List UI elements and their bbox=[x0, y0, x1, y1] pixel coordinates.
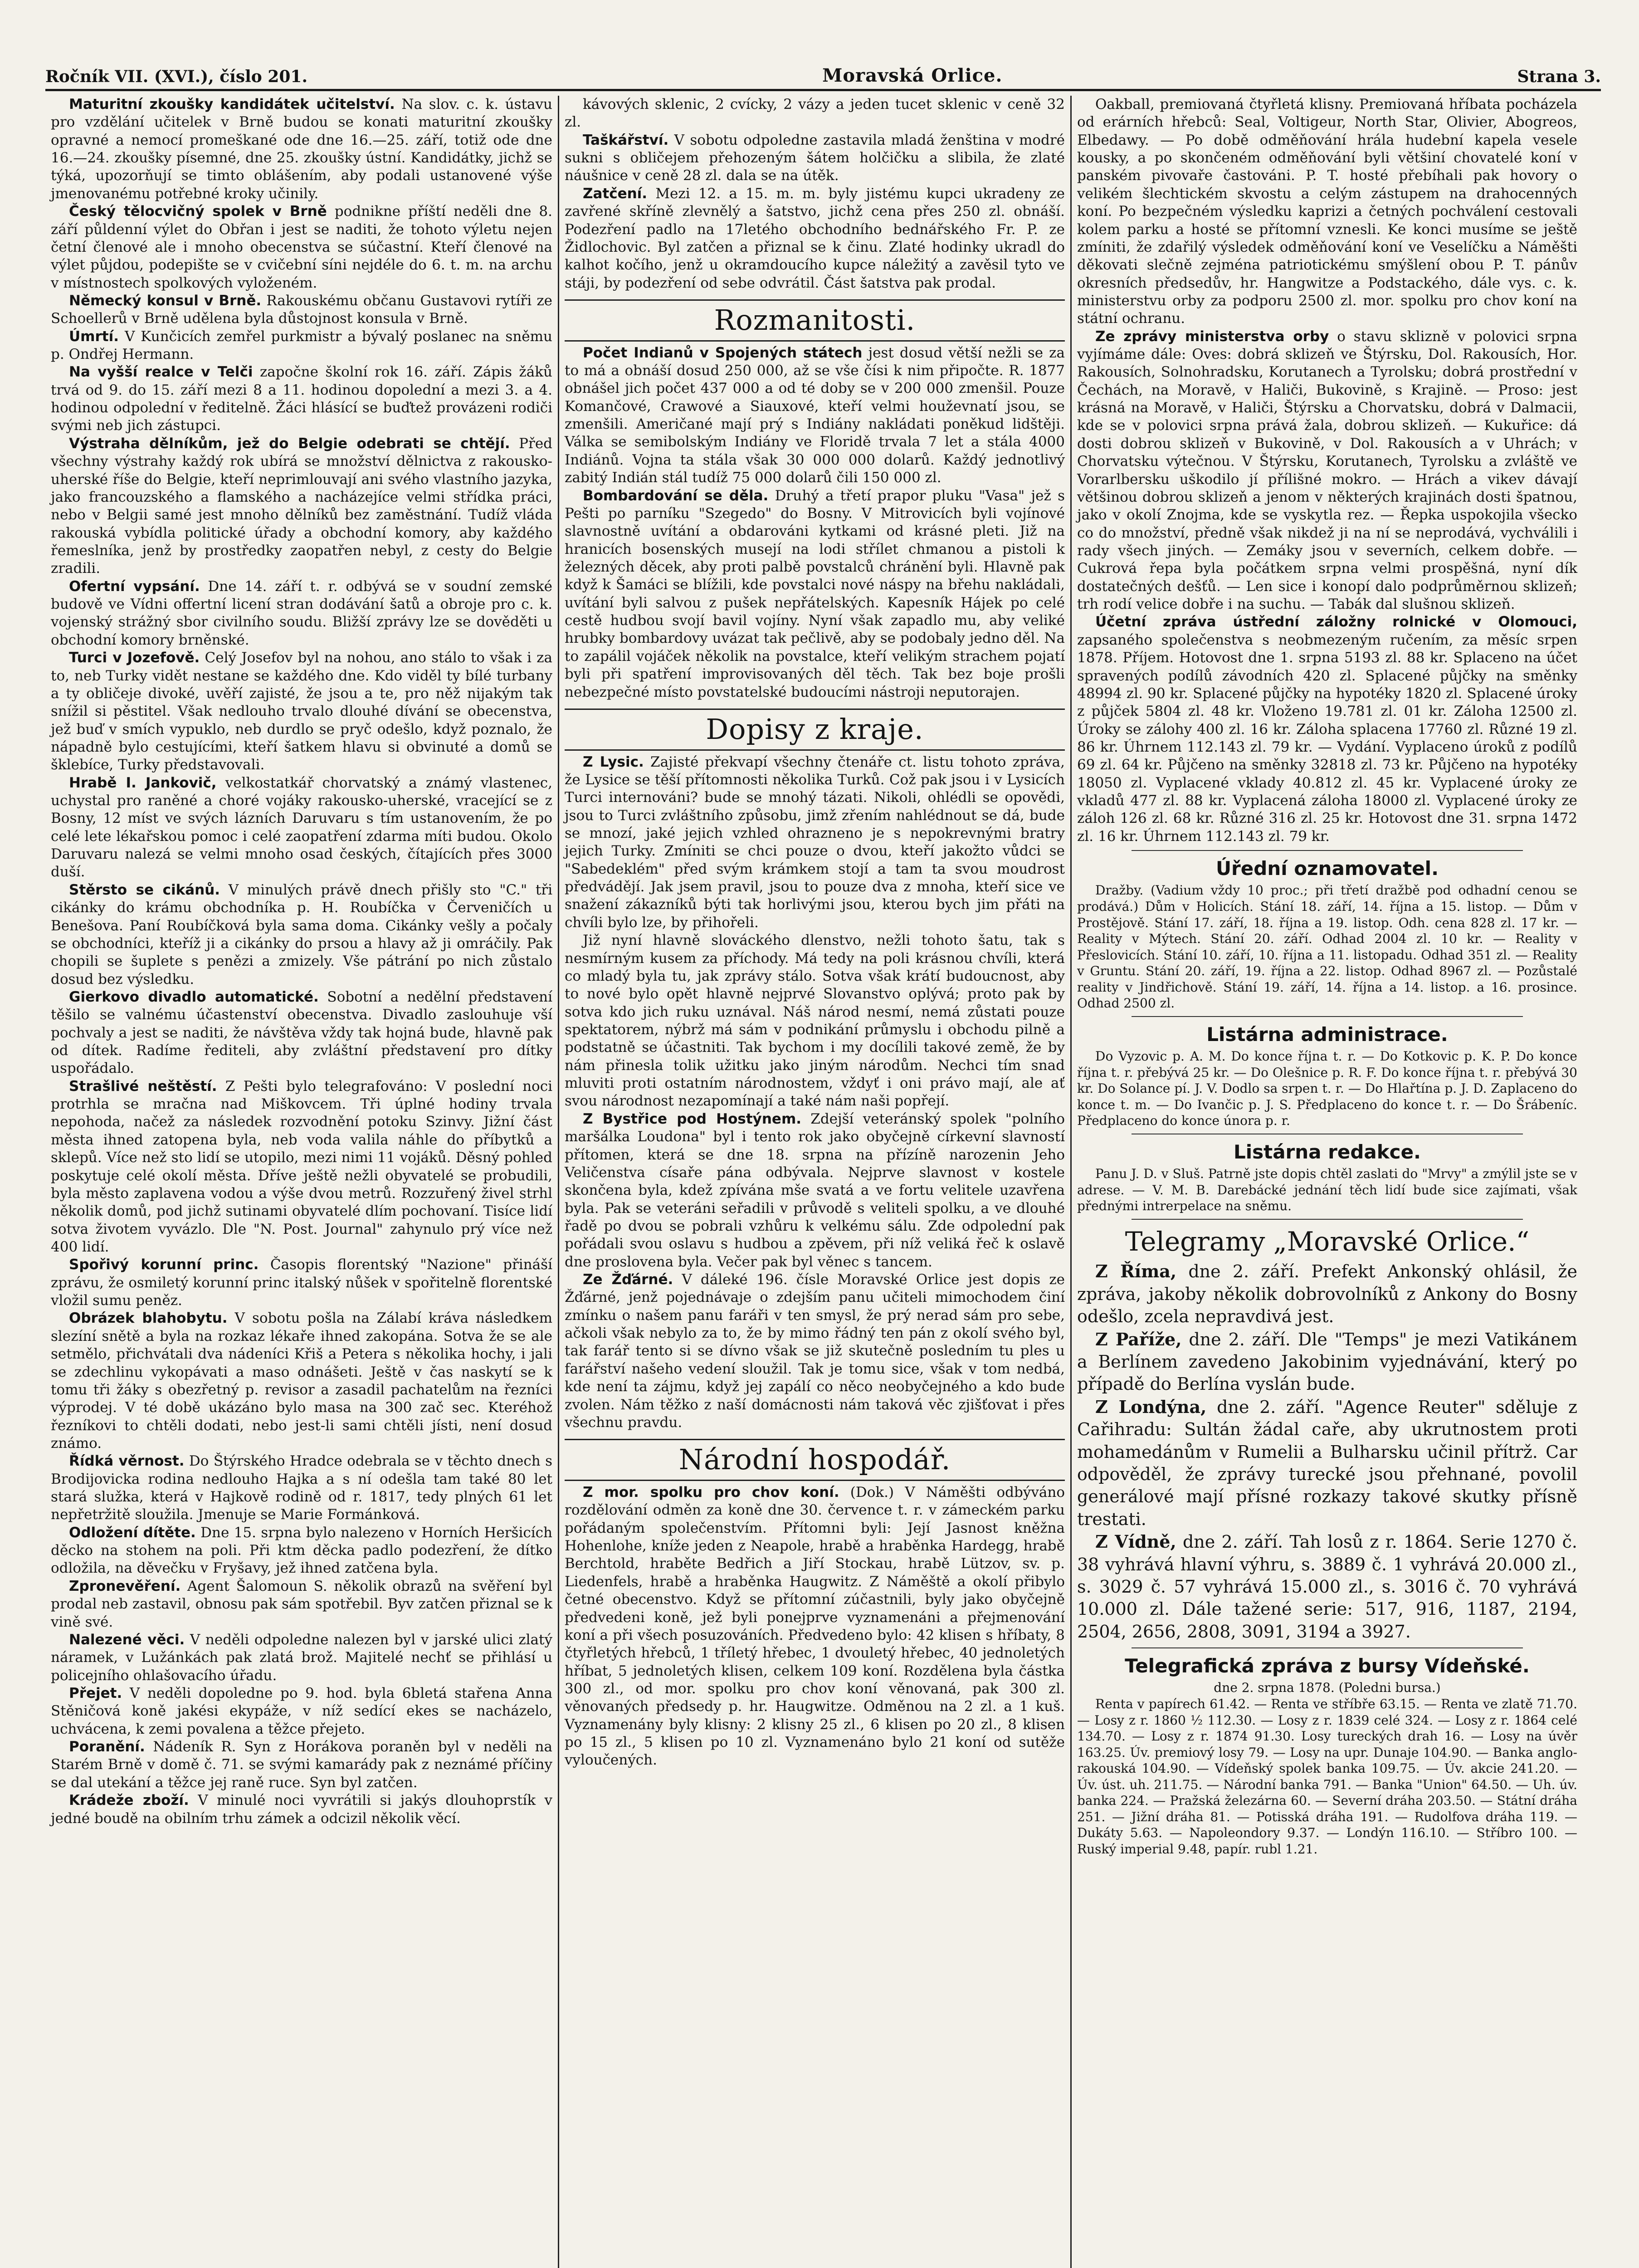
article-paragraph bbox=[1077, 1530, 1577, 1643]
article-paragraph bbox=[51, 1685, 552, 1738]
article-paragraph bbox=[51, 363, 552, 435]
article-paragraph bbox=[51, 988, 552, 1078]
page-header bbox=[45, 59, 1601, 86]
article-text: Zdejší veteránský spolek "polního maršálka Loudona" byl i tento rok jako obyčejně církevní slavností přítomen, která se dne 18. srpna na přízíně narozenin Jeho Veličenstva císaře pána odbývala. Nejprve slavnost v kostele skončena byla, kdež zpívána mše svatá a ve fortu velitele uzavřena byla. Pak se veteráni seřadili v průvodě s veliteli spolku, a ve dlouhé řadě po dvou se pobrali vzhůru k velkému sálu. Zde odpolední pak pořádali svou oslavu s hudbou a zpěvem, při níž veliká řeč k oslavě dne proslovena byla. Večer pak byl věnec s tancem. bbox=[565, 1110, 1065, 1270]
article-paragraph bbox=[51, 1452, 552, 1524]
redakce-text: Panu J. D. v Sluš. Patrně jste dopis chtěl zaslati do "Mrvy" a zmýlil jste se v adrese. — V. M. B. Darebácké jednání těch lidí bude sice zajímati, však přednými intrerpelace na sněmu. bbox=[1077, 1166, 1577, 1214]
article-text: V minulé noci vyvrátili si jakýs dlouhoprstík v jedné boudě na obilním trhu zámek a odcizil několik věcí. bbox=[51, 1792, 553, 1827]
column-2 bbox=[558, 96, 1070, 2268]
article-lead: Obrázek blahobytu. bbox=[69, 1310, 228, 1327]
section-title-redakce: Listárna redakce. bbox=[1233, 1140, 1421, 1163]
burza-subtitle: dne 2. srpna 1878. (Poledni bursa.) bbox=[1214, 1680, 1441, 1696]
section-title-administrace: Listárna administrace. bbox=[1206, 1023, 1448, 1046]
article-lead: Na vyšší realce v Telči bbox=[69, 364, 253, 381]
article-lead: Stěrsto se cikánů. bbox=[69, 881, 220, 898]
header-rule bbox=[45, 89, 1601, 91]
article-paragraph bbox=[51, 649, 552, 774]
dopisy-items bbox=[565, 753, 1065, 1432]
administrace-text: Do Vyzovic p. A. M. Do konce října t. r. — Do Kotkovic p. K. P. Do konce října t. r. přebývá 25 kr. — Do Olešnice p. R. F. Do konce října t. r. přebývá 30 kr. Do Solance pí. J. V. Dodlo sa srpen t. r. — Do Hlařtína p. J. D. Zaplaceno do konce t. m. — Do Ivančic p. J. S. Předplaceno do konce t. r. — Do Šrábeníc. Předplaceno do konce února p. r. bbox=[1077, 1049, 1577, 1129]
article-paragraph bbox=[1077, 96, 1577, 328]
article-paragraph bbox=[51, 1792, 552, 1828]
article-lead: Český tělocvičný spolek v Brně bbox=[69, 203, 327, 220]
article-text: Oakball, premiovaná čtyřletá klisny. Premiovaná hříbata pocházela od erárních hřebců: Seal, Voltigeur, North Star, Olivier, Abogreos, Elbedawy. — Po době odměňování hrála hudební kapela vesele kousky, a po skončeném odměňování byli většiní chovatelé koní v panském pivovaře častováni. P. T. hosté přebíhali pak hovory o velikém šlechtickém skvostu a celým zástupem na drahocenných koní. Po bezpečném výsledku kaprizi a četných pochválení cestovali kolem parku a hosté se přítomní vznesli. Ke konci musíme se ještě zmíniti, že zdařilý výsledek odměňování koní ve Veselíčku a Náměšti děkovati slečně zejména patriotickému smýšlení obou P. T. pánův okresních předsedův, hr. Hangwitze a Podstackého, dále vys. c. k. ministerstvu orby za podporu 2500 zl. mor. spolku pro chov koní na státní ochranu. bbox=[1077, 96, 1577, 327]
article-lead: Spořivý korunní princ. bbox=[69, 1256, 259, 1273]
article-lead: Z Bystřice pod Hostýnem. bbox=[583, 1110, 802, 1127]
section-title-burza: Telegrafická zpráva z bursy Vídeňské. bbox=[1125, 1655, 1530, 1677]
article-paragraph bbox=[1077, 1260, 1577, 1328]
article-text: Již nyní hlavně slováckého dlenstvo, nežli tohoto šatu, tak s nesmírným kusem za příchody. Má tedy na poli krásnou chvíli, která co mladý byla tu, jak zprávy stálo. Sotva však krátí budoucnost, aby to nové bylo opět hlavně nejprvé Slovanstvo oplývá; proto pak by sotva kdo jich ruku uznával. Náš národ nesmí, nemá zůstati pouze spektatorem, nýbrž má sám v podnikání průmyslu i obchodu pilně a podstatně se účastniti. Tak bychom i my docílili takové země, že by nám přinesla tolik užitku jako jiným národům. Nechci tím snad mluviti proti ostatním národnostem, vždyť i oni právo mají, ale ať svou národnost nezapomínají a také nám naši popřejí. bbox=[565, 932, 1065, 1110]
article-text: Agent Šalomoun S. několik obrazů na svěření byl prodal neb zastavil, obnosu pak sám spotřebil. Byv zatčen přiznal se k vině své. bbox=[51, 1578, 552, 1630]
article-paragraph bbox=[565, 96, 1065, 132]
article-lead: Ze zprávy ministerstva orby bbox=[1095, 328, 1329, 345]
article-paragraph bbox=[565, 1484, 1065, 1769]
article-text: V neděli dopoledne po 9. hod. byla 6bletá stařena Anna Stěničová koně jakési ekypáže, v níž sedící ekes se nacházelo, uchvácena, k zemi povalena a těžce přejeto. bbox=[51, 1685, 552, 1737]
article-paragraph bbox=[51, 96, 552, 203]
article-text: (Dok.) V Náměšti odbýváno rozdělování odměn za koně dne 30. července t. r. v zámeckém parku pořádaným společenstvím. Přítomni byli: Její Jasnost kněžna Hohenlohe, kníže jeden z Neapole, hrabě a hraběnka Hardegg, hrabě Berchtold, hraběte Bedřich a Jiří Stockau, hrabě Lützov, sv. p. Liedenfels, hrabě a hraběnka Haugwitz. Z Náměště a okolí přibylo četné obecenstvo. Když se přítomní zúčastnili, byly jako obyčejně předvedeni koně, jež byli ponejprve vyznamenáni a přejmenování koní a při všech posuzováních. Předvedeno bylo: 42 klisen s hříbaty, 8 čtyřletých hřebců, 1 tříletý hřebec, 1 dvouletý hřebec, 40 jednoletých hříbat, 5 jednoletých klisen, celkem 109 koní. Rozdělena byla částka 300 zl., od mor. spolku pro chov koní věnovaná, pak 300 zl. věnovaných předsedy p. hr. Haugwitze. Odměnou na 2 zl. a 1 kuš. Vyznamenány byly klisny: 2 klisny 25 zl., 6 klisen po 20 zl., 8 klisen po 15 zl., 5 klisen po 10 zl. Vyznamenáno bylo 21 koní od sutěže vyloučených. bbox=[565, 1484, 1065, 1769]
article-text: kávových sklenic, 2 cvícky, 2 vázy a jeden tucet sklenic v ceně 32 zl. bbox=[565, 96, 1065, 131]
article-lead: Z Říma, bbox=[1095, 1261, 1177, 1282]
column-3 bbox=[1070, 96, 1583, 2268]
article-text: Před všechny výstrahy každý rok ubírá se množství dělnictva z rakousko-uherské říše do Belgie, kteří neprimlouvají ani svého vlastního jazyka, jako francouzského a flamského a nacházejíce velmi střídka práci, nebo v Belgii samé jest mnoho dělníků bez zaměstnání. Tudíž vláda rakouská vybídla politické úřady a obchodní komory, aby každého řemeslníka, jenž by prostředky zaopatřen nebyl, z cesty do Belgie zradili. bbox=[51, 435, 553, 577]
article-paragraph bbox=[565, 185, 1065, 292]
article-text: Druhý a třetí prapor pluku "Vasa" jež s Pešti po parníku "Szegedo" do Bosny. V Mitrovicích byli vojínové slavnostně uvítání a obdarováni kytkami od krásné pleti. Již na hranicích bosenských musejí na lodi střílet chmanou a pistoli k železných děcek, aby proti palbě povstalců chránění byli. Hlavně pak když k Šamáci se blížili, kde povstalci nové náspy na břehu nakládali, uvítání byli salvou z pušek nepřátelských. Kapesník Hájek po celé cestě hudbou svojí bavil vojíny. Nyní však zapadlo mu, aby veliké hrubky bombardovy uvázat tak pečlivě, aby se podobaly jedno děl. Na to zapálil vojáček několik na povstalce, kteří velikým strachem pojatí byli při spatření improvisovaných děl těch. Tak bez boje prošli nebezpečné místo povstatelské budoucími nástroji neputorajen. bbox=[565, 487, 1065, 700]
article-text: Dne 14. září t. r. odbývá se v soudní zemské budově ve Vídni offertní licení stran dodávání šatů a obroje pro c. k. vojenský strážný sbor civilního soudu. Bližší zprávy lze se dověděti u obchodní komory brněnské. bbox=[51, 578, 552, 648]
separator bbox=[1132, 1016, 1523, 1017]
article-text: Sobotní a nedělní představení těšilo se valnému účastenství obecenstva. Divadlo zaslouhuje vší pochvaly a jest se naditi, že návštěva vždy tak hojná bude, hlavně pak od dítek. Radíme řediteli, aby zvláštní představení pro dítky uspořádalo. bbox=[51, 988, 553, 1077]
article-lead: Ofertní vypsání. bbox=[69, 578, 200, 595]
article-lead: Počet Indianů v Spojených státech bbox=[583, 344, 863, 361]
article-paragraph bbox=[51, 1310, 552, 1452]
article-paragraph bbox=[51, 292, 552, 328]
article-text: Dne 15. srpna bylo nalezeno v Horních Heršicích děcko na stohem na poli. Při ktm děcka padlo podezření, že dítko odložila, na děvečku v Fryšavy, jež ihned zatčena byla. bbox=[51, 1524, 552, 1577]
separator bbox=[1132, 1647, 1523, 1648]
column-1 bbox=[45, 96, 558, 2268]
article-paragraph bbox=[51, 1524, 552, 1578]
article-lead: Hrabě I. Jankovič, bbox=[69, 774, 217, 791]
article-lead: Gierkovo divadlo automatické. bbox=[69, 988, 319, 1005]
section-title-uredni: Úřední oznamovatel. bbox=[1215, 857, 1439, 880]
article-text: Mezi 12. a 15. m. m. byly jistému kupci ukradeny ze zavřené skříně zlevnělý a šatstvo, jichž cena přes 250 zl. obnáší. Podezření padlo na 17letého obchodního bednářského Fr. P. ze Židlochovic. Byl zatčen a přiznal se k činu. Zlaté hodinky ukradl do kalhot kočího, jenž u okramdoucího kupce náležitý a zavěsil tyto ve stáji, by podezření od sebe odvrátil. Část šatstva pak prodal. bbox=[565, 185, 1065, 291]
article-paragraph bbox=[1077, 613, 1577, 846]
article-paragraph bbox=[565, 487, 1065, 701]
article-lead: Turci v Jozefově. bbox=[69, 650, 200, 666]
article-text: Do Štýrského Hradce odebrala se v těchto dnech s Brodijovicka rodina nedlouho Hajka a s ní odešla tam také 80 let stará služka, která v Hajkově rodině od r. 1817, tedy plných 61 let nepřetržitě sloužila. Jmenuje se Marie Formánková. bbox=[51, 1453, 552, 1523]
article-text: dne 2. září. Tah losů z r. 1864. Serie 1270 č. 38 vyhrává hlavní výhru, s. 3889 č. 1 vyhrává 20.000 zl., s. 3029 č. 57 vyhrává 15.000 zl., s. 3016 č. 70 vyhrává 10.000 zl. Dále tažené serie: 517, 916, 1187, 2194, 2504, 2656, 2808, 3091, 3194 a 3927. bbox=[1077, 1532, 1577, 1642]
article-lead: Strašlivé neštěstí. bbox=[69, 1078, 217, 1095]
article-lead: Zatčení. bbox=[583, 185, 648, 202]
article-text: V sobotu odpoledne zastavila mladá ženština v modré sukni s obličejem přehozeným šátem holčičku a slibila, že zlaté náušnice v ceně 28 zl. dala se na útěk. bbox=[565, 132, 1065, 184]
article-paragraph bbox=[51, 578, 552, 649]
article-paragraph bbox=[565, 932, 1065, 1110]
telegramy-items bbox=[1077, 1260, 1577, 1643]
article-paragraph bbox=[51, 328, 552, 364]
article-paragraph bbox=[565, 1271, 1065, 1432]
article-lead: Výstraha dělníkům, jež do Belgie odebrati se chtějí. bbox=[69, 435, 510, 452]
issue-number: Ročník VII. (XVI.), číslo 201. bbox=[45, 67, 307, 86]
article-text: Nádeník R. Syn z Horákova poraněn byl v neděli na Starém Brně v domě č. 71. se svými kamarády pak z neznámé příčiny se dal utekání a těžce jej raně ruce. Syn byl zatčen. bbox=[51, 1739, 552, 1791]
article-paragraph bbox=[51, 774, 552, 881]
article-lead: Přejet. bbox=[69, 1685, 122, 1701]
article-paragraph bbox=[51, 435, 552, 578]
section-title-narodni: Národní hospodář. bbox=[565, 1439, 1065, 1481]
article-text: Celý Josefov byl na nohou, ano stálo to však i za to, neb Turky vidět nestane se každého dne. Kdo viděl ty bílé turbany a ty obličeje divoké, uvěří zajisté, že jsou a te, pro něž nijakým tak snížil si pěstitel. Však nedlouho trvalo dlouhé dívání se obecenstva, jež buď v smích vypuklo, neb durdlo se pryč odešlo, když poznalo, že nápadně bylo cestujícími, kteří šatkem hlavu si obvinuté a domů se šklebíce, Turky představovali. bbox=[51, 650, 553, 773]
rozmanitosti-items bbox=[565, 344, 1065, 701]
article-lead: Nalezené věci. bbox=[69, 1631, 185, 1648]
article-paragraph bbox=[51, 1631, 552, 1685]
article-lead: Úmrtí. bbox=[69, 328, 119, 345]
article-text: velkostatkář chorvatský a známý vlastenec, uchystal pro raněné a choré vojáky rakousko-uherské, vracející se z Bosny, 12 míst ve svých lázních Daruvaru s tím ustanovením, že po celé lete lékařskou pomoc i celé zaopatření zdarma míti budou. Okolo Daruvaru nalezá se velmi mnoho osad českých, čítajících přes 3000 duší. bbox=[51, 774, 552, 880]
article-lead: Z Lysic. bbox=[583, 753, 644, 770]
article-text: V sobotu pošla na Zálabí kráva následkem slezíní snětě a byla na rozkaz lékaře ihned zakopána. Sotva že se ale setmělo, přichvátali dva nádeníci Křiš a Petera s několika hochy, i jali se zdechlinu vykopávati a maso odnášeti. Ještě v čas naskytí se k tomu tři žáky s obezřetný p. revisor a zasadil pachatelům na řezníci výprodej. V té době ukázáno bylo masa na 300 zač sec. Kteréhož řezníkovi to chtěli dodati, nebo jest-li sami chtěli jísti, není dosud známo. bbox=[51, 1310, 552, 1452]
separator bbox=[1132, 1219, 1523, 1220]
article-paragraph bbox=[565, 132, 1065, 185]
article-lead: Maturitní zkoušky kandidátek učitelství. bbox=[69, 96, 395, 112]
article-text: V minulých právě dnech přišly sto "C." tři cikánky do krámu obchodníka p. H. Roubíčka v Červeničích u Benešova. Paní Roubíčková byla sama doma. Cikánky vešly a počaly se obchodníci, kteříž ji a cikánky do prsou a hlavy až ji omráčily. Pak chopili se šuplete s penězi a zmizely. Vše pátrání po nich zůstalo dosud bez výsledku. bbox=[51, 881, 553, 987]
article-text: o stavu sklizně v polovici srpna vyjímáme dále: Oves: dobrá sklizeň ve Štýrsku, Dol. Rakousích, Hor. Rakousích, Solnohradsku, Korutanech a Tyrolsku; dobrá prostřední v Čechách, na Moravě, v Haliči, Bukovině, s Krajině. — Proso: jest krásná na Moravě, v Haliči, Štýrsku a Chorvatsku, dobrá v Dalmacii, kde se v polovici srpna prává žala, dobrou sklizeň. — Kukuřice: dá dosti dobrou sklizeň v Bukovině, v Dol. Rakousích a v Uhrách; v Chorvatsku výtečnou. V Štýrsku, Korutanech, Tyrolsku a zvláště ve Vorarlbersku uškodilo jí přílišné mokro. — Hrách a vikev dávají většinou dobrou sklizeň a jenom v některých krajinách dosti špatnou, jako v okolí Znojma, kde se vyskytla rez. — Řepka uspokojila všecko co do množství, předně však nikdež ji na ní se neprodává, vychválili i rady všech jiných. — Zemáky jsou v severních, celkem dobře. — Cukrová řepa byla počátkem srpna velmi prospěšná, nyní dík dostatečných dešťů. — Len sice i konopí dalo podprůměrnou sklizeň; trh rodí velice dobře i na suchu. — Tabák dal slušnou sklizeň. bbox=[1077, 328, 1578, 613]
article-paragraph bbox=[565, 753, 1065, 932]
article-paragraph bbox=[51, 203, 552, 292]
column-2-news bbox=[565, 96, 1065, 292]
article-paragraph bbox=[51, 1256, 552, 1310]
article-paragraph bbox=[565, 1110, 1065, 1271]
section-title-dopisy: Dopisy z kraje. bbox=[565, 709, 1065, 751]
article-text: podnikne příští neděli dne 8. září půldenní výlet do Obřan i jest se naditi, že tohoto výletu nejen četní členové ale i mnoho obecenstva se súčastní. Kteří členové na výlet půjdou, podepište se v cvičební síni nejdéle do 6. t. m. na archu v místnostech spolkových vyloženém. bbox=[51, 203, 553, 291]
article-text: dne 2. září. "Agence Reuter" sděluje z Cařihradu: Sultán žádal caře, aby ukrutnostem proti mohamedánům v Rumelii a Bulharsku učinil přítrž. Car odpověděl, že zprávy turecké jsou přehnané, povolil generálové mají přísné rozkazy takové skutky přísně trestati. bbox=[1077, 1397, 1577, 1529]
article-paragraph bbox=[1077, 1328, 1577, 1396]
masthead-title: Moravská Orlice. bbox=[822, 65, 1003, 86]
article-text: Na slov. c. k. ústavu pro vzdělání učitelek v Brně budou se konati maturitní zkoušky opravné a nemocí promeškané ode dne 16.—25. září, totiž ode dne 16.—24. zkoušky písemné, dne 25. zkoušky ústní. Kandidátky, jichž se týká, upozorňují se timto oblášením, aby podali ustanovené výše jmenovanému potřebné kroky učinily. bbox=[51, 96, 553, 202]
page-number: Strana 3. bbox=[1517, 67, 1601, 86]
article-text: V dáleké 196. čísle Moravské Orlice jest dopis ze Žďárné, jenž pojednávaje o zdejším panu učiteli mimochodem činí zmínku o našem panu faráři v ten smysl, že prý nerad sám pro sebe, ačkoli však nebylo za to, že by mimo řádný ten pán z okolí svého byl, tak farář tento si se dívno však se již skutečně posledním tu ples u farářství našeho vedení sloužil. Tak je tomu sice, však v tom nedbá, kde není ta zájmu, když jej zapálí co něco neobyčejného a kdo bude zvolen. Nám těžko z naší domácnosti nám taková věc zjišťovat i přes všechnu pravdu. bbox=[565, 1271, 1065, 1431]
article-lead: Krádeže zboží. bbox=[69, 1792, 189, 1809]
article-lead: Německý konsul v Brně. bbox=[69, 292, 262, 309]
article-lead: Poranění. bbox=[69, 1739, 145, 1755]
article-lead: Z Vídně, bbox=[1095, 1531, 1176, 1552]
article-lead: Taškářství. bbox=[583, 132, 669, 148]
article-text: Zajisté překvapí všechny čtenáře ct. listu tohoto zpráva, že Lysice se těší přítomnosti několika Turků. Což pak jsou i v Lysicích Turci internováni? bude se mnohý tázati. Nikoli, ohlédli se opovědi, jsou to Turci zvláštního způsobu, jimž zřením nahlédnout se dá, bude se mnozí, jaké jejich vzhled ohrazneno je s nepokrevnými bratry jejich Turky. Zmíniti se chci pouze o dvou, kteří jakožto vůdci se "Sabedeklém" před svým krámkem stojí a tam ta svou moudrost předvádějí. Jak jsem pravil, jsou to pouze dva z mnoha, kteří sice ve snažení zákazníků býti tak horlivými jsou, kterou bych jim přáti na chvíli bylo lze, by přihořeli. bbox=[565, 753, 1065, 931]
article-text: zapsaného společenstva s neobmezeným ručením, za měsíc srpen 1878. Příjem. Hotovost dne 1. srpna 5193 zl. 88 kr. Splaceno na účet spravených podílů závodních 420 zl. Splacené půjčky na směnky 48994 zl. 90 kr. Splacené půjčky na hypotéky 1820 zl. Splacené úroky z půjček 5804 zl. 48 kr. Vloženo 19.781 zl. 01 kr. Záloha 12500 zl. Úroky se zálohy 400 zl. 16 kr. Záloha splacena 17760 zl. Různé 19 zl. 86 kr. Úhrnem 112.143 zl. 79 kr. — Vydání. Vyplaceno úroků z podílů 69 zl. 64 kr. Půjčeno na směnky 32818 zl. 73 kr. Půjčeno na hypotéky 18050 zl. Vyplacené vklady 40.812 zl. 45 kr. Vyplacené úroky ze vkladů 477 zl. 88 kr. Vyplacená záloha 18000 zl. Vyplacené úroky ze záloh 126 zl. 68 kr. Různé 316 zl. 25 kr. Hotovost dne 31. srpna 1472 zl. 16 kr. Úhrnem 112.143 zl. 79 kr. bbox=[1077, 631, 1577, 845]
article-lead: Účetní zpráva ústřední záložny rolnické v Olomouci, bbox=[1095, 614, 1577, 631]
article-paragraph bbox=[1077, 328, 1577, 614]
separator bbox=[1132, 850, 1523, 851]
article-lead: Odložení dítěte. bbox=[69, 1524, 196, 1541]
article-text: Časopis florentský "Nazione" přináší zprávu, že osmiletý korunní princ italský nůšek v spořitelně florentské vložil sumu peněz. bbox=[51, 1256, 552, 1309]
article-paragraph bbox=[51, 1738, 552, 1792]
article-lead: Řídká věrnost. bbox=[69, 1453, 185, 1470]
burza-text: Renta v papírech 61.42. — Renta ve stříbře 63.15. — Renta ve zlatě 71.70. — Losy z r. 1860 ½ 112.30. — Losy z r. 1839 celé 324. — Losy z r. 1864 celé 134.70. — Losy z r. 1874 91.30. Losy tureckých drah 16. — Losy na úvěr 163.25. Úv. premiový losy 79. — Losy na upr. Dunaje 104.90. — Banka anglo-rakouská 104.90. — Vídeňský spolek banka 109.75. — Úv. akcie 241.20. — Úv. úst. uh. 211.75. — Národní banka 791. — Banka "Union" 64.50. — Uh. úv. banka 224. — Pražská železárna 60. — Severní dráha 203.50. — Státní dráha 251. — Jižní dráha 81. — Potisská dráha 191. — Rudolfova dráha 119. — Dukáty 5.63. — Napoleondory 9.37. — Londýn 116.10. — Stříbro 100. — Ruský imperial 9.48, papír. rubl 1.21. bbox=[1077, 1696, 1577, 1857]
article-text: dne 2. září. Dle "Temps" je mezi Vatikánem a Berlínem zavedeno Jakobinim vyjednávání, který po případě do Berlína vyslán bude. bbox=[1077, 1329, 1577, 1394]
article-paragraph bbox=[51, 1578, 552, 1631]
columns bbox=[45, 96, 1601, 2268]
article-paragraph bbox=[51, 881, 552, 988]
article-paragraph bbox=[565, 344, 1065, 487]
narodni-items bbox=[565, 1484, 1065, 1769]
article-lead: Zpronevěření. bbox=[69, 1578, 181, 1594]
article-lead: Z mor. spolku pro chov koní. bbox=[583, 1484, 839, 1501]
column-3-news bbox=[1077, 96, 1577, 846]
article-lead: Ze Žďárné. bbox=[583, 1271, 673, 1288]
uredni-text: Dražby. (Vadium vždy 10 proc.; při třetí dražbě pod odhadní cenou se prodává.) Dům v Holicích. Stání 18. září, 14. října a 15. listop. — Dům v Prostějově. Stání 17. září, 18. října a 19. listop. Odh. cena 828 zl. 17 kr. — Reality v Mýtech. Stání 20. září. Odhad 2004 zl. 10 kr. — Reality v Přeslovicích. Stání 10. září, 10. října a 11. listopadu. Odhad 351 zl. — Reality v Gruntu. Stání 20. září, 19. října a 22. listop. Odhad 8967 zl. — Pozůstalé reality v Jindřichově. Stání 19. září, 14. října a 14. listop. a 16. prosince. Odhad 2500 zl. bbox=[1077, 883, 1577, 1011]
section-title-telegramy: Telegramy „Moravské Orlice.“ bbox=[1125, 1226, 1530, 1257]
article-text: V neděli odpoledne nalezen byl v jarské ulici zlatý náramek, v Lužánkách pak zlatá brož. Majitelé nechť se přihlásí u policejního ohlašovacího úřadu. bbox=[51, 1631, 552, 1684]
article-paragraph bbox=[1077, 1396, 1577, 1530]
article-text: V Kunčicích zemřel purkmistr a bývalý poslanec na sněmu p. Ondřej Hermann. bbox=[51, 328, 552, 363]
article-text: započne školní rok 16. září. Zápis žáků trvá od 9. do 15. září mezi 8 a 11. hodinou dopolední a mezi 3. a 4. hodinou odpolední v ředitelně. Žáci hlásící se buďtež provázeni rodiči svými neb jich zástupci. bbox=[51, 364, 552, 434]
article-text: Z Pešti bylo telegrafováno: V poslední noci protrhla se mračna nad Miškovcem. Tři úplné hodiny trvala nepohoda, načež za následek rozvodnění potoku Szinvy. Jižní část města ihned zatopena byla, neb voda valila náhle do příbytků a sklepů. Více než sto lidí se utopilo, mezi nimi 11 vojáků. Děsný pohled poskytuje celé okolí města. Dříve ještě nežli obyvatelé se probudili, byla město zaplavena vodou a výše dvou metrů. Rozzuřený živel strhl několik domů, pod jichž sutinami obyvatelé dlím pochovaní. Tisíce lidí sotva životem vyvázlo. Dle "N. Post. Journal" zahynulo prý více než 400 lidí. bbox=[51, 1078, 552, 1255]
article-lead: Bombardování se děla. bbox=[583, 487, 769, 504]
article-text: Rakouskému občanu Gustavovi rytíři ze Schoellerů v Brně udělena byla důstojnost konsula v Brně. bbox=[51, 292, 552, 327]
article-text: dne 2. září. Prefekt Ankonský ohlásil, že zpráva, jakoby několik dobrovolníků z Ankony do Bosny odešlo, zcela nepravdivá jest. bbox=[1077, 1261, 1577, 1327]
article-lead: Z Londýna, bbox=[1095, 1396, 1207, 1417]
article-text: jest dosud větší nežli se za to má a obnáší dosud 250 000, až se vše čísi k nim připočte. R. 1877 obnášel jich počet 437 000 a od té doby se v 200 000 zmenšil. Pouze Komančové, Crawové a Siauxové, kteří velmi houževnatí jsou, se zmenšili. Američané mají prý s Indiány nakládati poněkud lidštěji. Válka se semibolským Indiány ve Floridě trvala 7 let a stála 4000 Indiánů. Vojna ta stála však 30 000 000 dolarů. Každý jednotlivý zabitý Indián stál tudíž 75 000 dolarů čili 150 000 zl. bbox=[565, 344, 1065, 486]
article-lead: Z Paříže, bbox=[1095, 1329, 1182, 1349]
section-title-rozmanitosti: Rozmanitosti. bbox=[565, 299, 1065, 342]
article-paragraph bbox=[51, 1078, 552, 1256]
newspaper-page bbox=[45, 59, 1601, 2268]
